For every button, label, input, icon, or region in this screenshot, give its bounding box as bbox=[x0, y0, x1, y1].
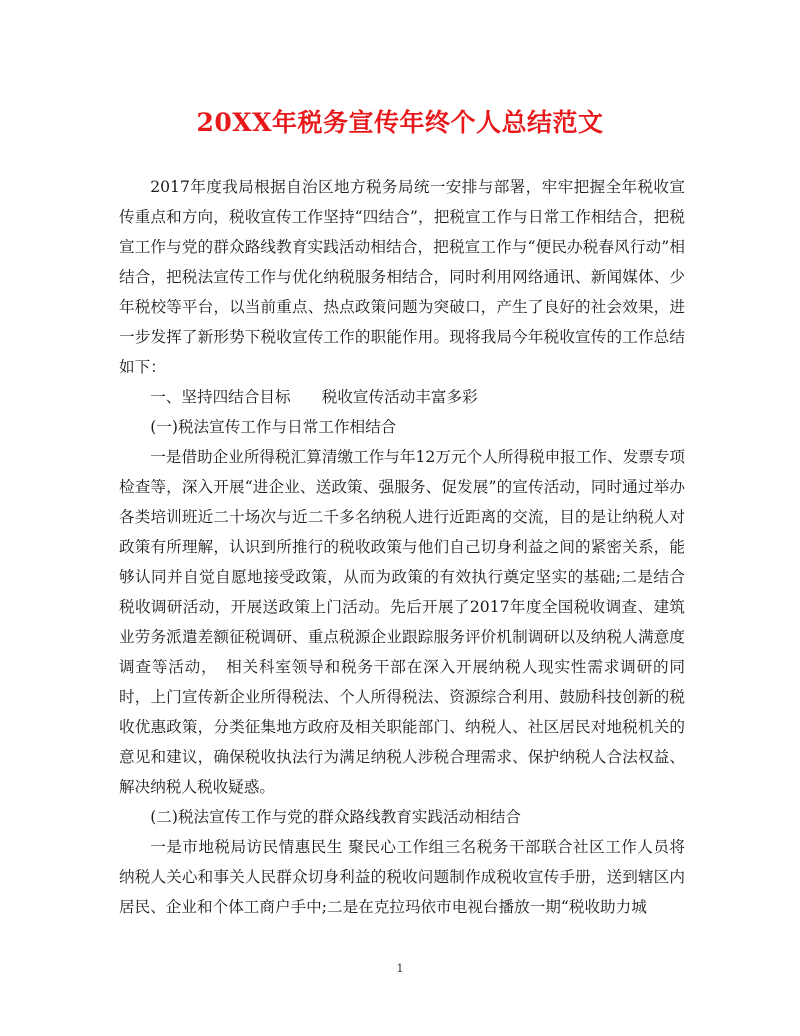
document-body bbox=[119, 172, 685, 922]
intro-paragraph: 2017年度我局根据自治区地方税务局统一安排与部署，牢牢把握全年税收宣传重点和方向，税收宣传工作坚持“四结合”，把税宣工作与日常工作相结合，把税宣工作与党的群众路线教育实践活动相结合，把税宣工作与“便民办税春风行动”相结合，把税法宣传工作与优化纳税服务相结合，同时利用网络通讯、新闻媒体、少年税校等平台，以当前重点、热点政策问题为突破口，产生了良好的社会效果，进一步发挥了新形势下税收宣传工作的职能作用。现将我局今年税收宣传的工作总结如下： bbox=[119, 178, 685, 376]
body-paragraph-2: 一是市地税局访民情惠民生 聚民心工作组三名税务干部联合社区工作人员将纳税人关心和事关人民群众切身利益的税收问题制作成税收宣传手册，送到辖区内居民、企业和个体工商户手中;二是在克拉玛依市电视台播放一期“税收助力城 bbox=[119, 838, 685, 916]
subsection-heading-2: (二)税法宣传工作与党的群众路线教育实践活动相结合 bbox=[150, 808, 522, 826]
document-title: 20XX年税务宣传年终个人总结范文 bbox=[196, 108, 604, 137]
subsection-heading-1: (一)税法宣传工作与日常工作相结合 bbox=[150, 418, 397, 436]
page-number: 1 bbox=[396, 962, 404, 975]
body-paragraph-1: 一是借助企业所得税汇算清缴工作与年12万元个人所得税申报工作、发票专项检查等，深入开展“进企业、送政策、强服务、促发展”的宣传活动，同时通过举办各类培训班近二十场次与近二千多名纳税人进行近距离的交流，目的是让纳税人对政策有所理解，认识到所推行的税收政策与他们自己切身利益之间的紧密关系，能够认同并自觉自愿地接受政策，从而为政策的有效执行奠定坚实的基础;二是结合税收调研活动，开展送政策上门活动。先后开展了2017年度全国税收调查、建筑业劳务派遣差额征税调研、重点税源企业跟踪服务评价机制调研以及纳税人满意度调查等活动， 相关科室领导和税务干部在深入开展纳税人现实性需求调研的同时，上门宣传新企业所得税法、个人所得税法、资源综合利用、鼓励科技创新的税收优惠政策，分类征集地方政府及相关职能部门、纳税人、社区居民对地税机关的意见和建议，确保税收执法行为满足纳税人涉税合理需求、保护纳税人合法权益、解决纳税人税收疑惑。 bbox=[119, 448, 685, 796]
section-heading-1: 一、坚持四结合目标 税收宣传活动丰富多彩 bbox=[150, 388, 478, 406]
